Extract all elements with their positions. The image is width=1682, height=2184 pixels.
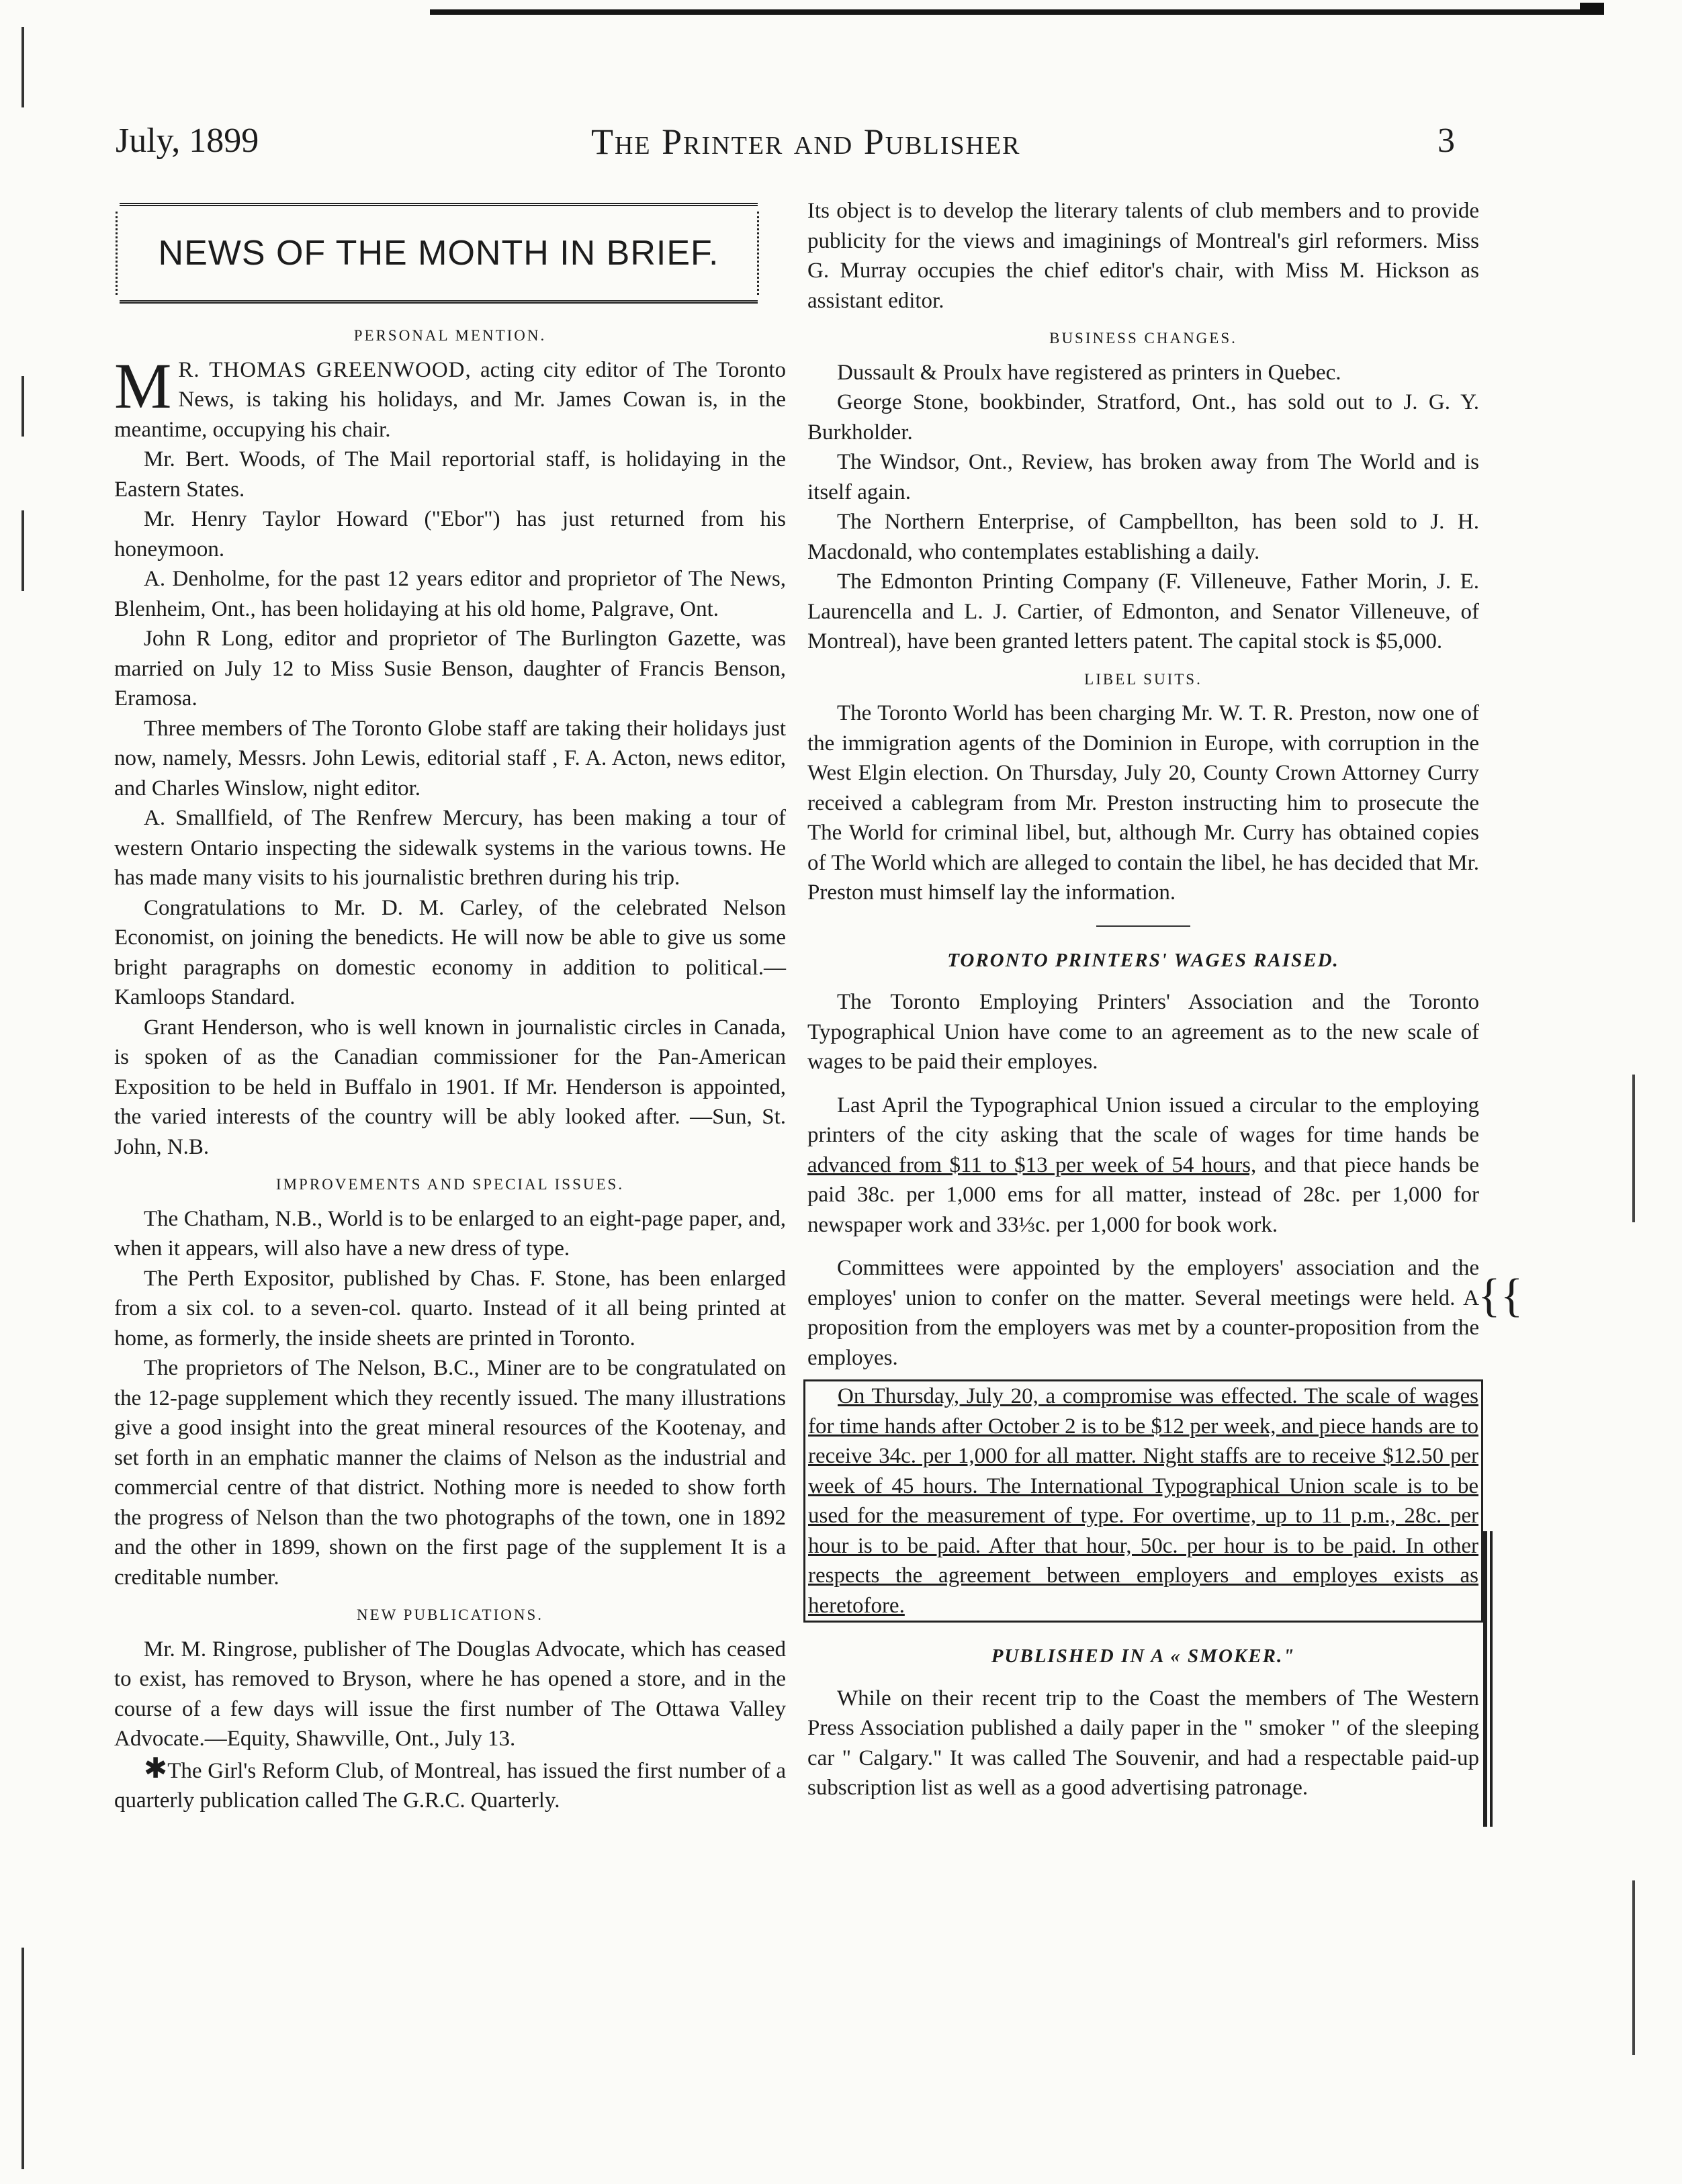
article-paragraph: Mr. Henry Taylor Howard ("Ebor") has just returned from his honeymoon.	[114, 507, 786, 561]
article-paragraph: Committees were appointed by the employers' association and the employes' union to confer on the matter. Several meetings were held. A proposition from the employers was met by a counter-proposition from the employes.	[807, 1256, 1479, 1370]
article-paragraph: The Perth Expositor, published by Chas. F. Stone, has been enlarged from a six col. to a seven-col. quarto. Instead of it all being printed at home, as formerly, the inside sheets are printed in Toronto.	[114, 1266, 786, 1351]
article-paragraph: Last April the Typographical Union issued a circular to the employing printers of the city asking that the scale of wages for time hands be advanced from $11 to $13 per week of 54 hours, and that piece hands be paid 38c. per 1,000 ems for all matter, instead of 28c. per 1,000 for newspaper work and 33⅓c. per 1,000 for book work.	[807, 1093, 1479, 1237]
article-paragraph: Congratulations to Mr. D. M. Carley, of the celebrated Nelson Economist, on joining the benedicts. He will now be able to give us some bright paragraphs on domestic economy in addition to political.—Kamloops Standard.	[114, 895, 786, 1009]
scan-edge-mark	[21, 27, 24, 107]
scan-edge-mark	[21, 376, 24, 437]
right-column	[807, 196, 1479, 1803]
article-paragraph: Mr. M. Ringrose, publisher of The Douglas Advocate, which has ceased to exist, has removed to Bryson, where he has opened a store, and in the course of a few days will issue the first number of The Ottawa Valley Advocate.—Equity, Shawville, Ont., July 13.	[114, 1637, 786, 1751]
article-paragraph: George Stone, bookbinder, Stratford, Ont., has sold out to J. G. Y. Burkholder.	[807, 390, 1479, 445]
article-paragraph: The Northern Enterprise, of Campbellton, has been sold to J. H. Macdonald, who contemplates establishing a daily.	[807, 510, 1479, 564]
headline-wages: TORONTO PRINTERS' WAGES RAISED.	[947, 949, 1339, 971]
left-column	[114, 196, 786, 1816]
drop-cap: M	[114, 349, 172, 422]
article-paragraph: While on their recent trip to the Coast the members of The Western Press Association published a daily paper in the " smoker " of the sleeping car " Calgary." It was called The Souvenir, and had a respectable paid-up subscription list as well as a good advertising patronage.	[807, 1686, 1479, 1800]
scan-edge-mark	[1632, 1075, 1635, 1222]
article-paragraph: A. Smallfield, of The Renfrew Mercury, has been making a tour of western Ontario inspecting the sidewalk systems in the various towns. He has made many visits to his journalistic brethren during his trip.	[114, 806, 786, 890]
article-paragraph: The Toronto Employing Printers' Association and the Toronto Typographical Union have come to an agreement as to the new scale of wages to be paid their employes.	[807, 990, 1479, 1074]
top-rule	[430, 9, 1599, 15]
margin-bar	[1483, 1531, 1487, 1827]
section-heading-personal: PERSONAL MENTION.	[353, 327, 547, 344]
section-heading-improvements: IMPROVEMENTS AND SPECIAL ISSUES.	[275, 1176, 625, 1193]
highlighted-passage	[803, 1379, 1483, 1623]
top-rule-end	[1580, 3, 1604, 15]
article-paragraph: The Edmonton Printing Company (F. Villeneuve, Father Morin, J. E. Laurencella and L. J. Cartier, of Edmonton, and Senator Villeneuve, of Montreal), have been granted letters patent. The capital stock is $5,000.	[807, 570, 1479, 653]
article-paragraph: The Toronto World has been charging Mr. W. T. R. Preston, now one of the immigration agents of the Dominion in Europe, with corruption in the West Elgin election. On Thursday, July 20, County Crown Attorney Curry received a cablegram from Mr. Preston instructing him to prosecute the The World for criminal libel, but, although Mr. Curry has obtained copies of The World which are alleged to contain the libel, he has decided that Mr. Preston must himself lay the information.	[807, 701, 1479, 905]
scan-edge-mark	[21, 510, 24, 591]
article-paragraph: Its object is to develop the literary talents of club members and to provide publicity for the views and imaginings of Montreal's girl reformers. Miss G. Murray occupies the chief editor's chair, with Miss M. Hickson as assistant editor.	[807, 199, 1479, 313]
article-paragraph: A. Denholme, for the past 12 years editor and proprietor of The News, Blenheim, Ont., has been holidaying at his old home, Palgrave, Ont.	[114, 567, 786, 621]
article-paragraph: Three members of The Toronto Globe staff are taking their holidays just now, namely, Messrs. John Lewis, editorial staff , F. A. Acton, news editor, and Charles Winslow, night editor.	[114, 716, 786, 801]
section-heading-libel: LIBEL SUITS.	[1084, 670, 1202, 688]
article-paragraph: Grant Henderson, who is well known in journalistic circles in Canada, is spoken of as the Canadian commissioner for the Pan-American Exposition to be held in Buffalo in 1901. If Mr. Henderson is appointed, the varied interests of the country will be ably looked after. —Sun, St. John, N.B.	[114, 1015, 786, 1159]
section-divider	[1096, 925, 1190, 927]
article-paragraph: The proprietors of The Nelson, B.C., Miner are to be congratulated on the 12-page supplement which they recently issued. The many illustrations give a good insight into the great mineral resources of the Kootenay, and set forth in an emphatic manner the claims of Nelson as the industrial and commercial centre of that district. Nothing more is needed to show forth the progress of Nelson than the two photographs of the town, one in 1892 and the other in 1899, shown on the first page of the supplement It is a creditable number.	[114, 1356, 786, 1590]
running-title: The Printer and Publisher	[591, 122, 1021, 162]
scan-edge-mark	[21, 1948, 24, 2169]
article-paragraph: John R Long, editor and proprietor of The Burlington Gazette, was married on July 12 to Miss Susie Benson, daughter of Francis Benson, Eramosa.	[114, 627, 786, 711]
page-number: 3	[1437, 122, 1455, 160]
article-paragraph: M R. THOMAS GREENWOOD, acting city editor of The Toronto News, is taking his holidays, and Mr. James Cowan is, in the meantime, occupying his chair.	[114, 349, 786, 442]
article-paragraph: On Thursday, July 20, a compromise was effected. The scale of wages for time hands after October 2 is to be $12 per week, and piece hands are to receive 34c. per 1,000 for all matter. Night staffs are to receive $12.50 per week of 45 hours. The International Typographical Union scale is to be used for the measurement of type. For overtime, up to 11 p.m., 28c. per hour is to be paid. After that hour, 50c. per hour is to be paid. In other respects the agreement between employers and employes exists as heretofore.	[808, 1384, 1478, 1618]
article-paragraph: Dussault & Proulx have registered as printers in Quebec.	[837, 360, 1341, 385]
section-heading-publications: NEW PUBLICATIONS.	[356, 1606, 544, 1623]
underlined-passage: advanced from $11 to $13 per week of 54 hours,	[807, 1152, 1257, 1177]
news-box-title: NEWS OF THE MONTH IN BRIEF.	[120, 203, 758, 304]
scan-edge-mark	[1632, 1880, 1635, 2055]
article-paragraph: The Chatham, N.B., World is to be enlarged to an eight-page paper, and, when it appears, will also have a new dress of type.	[114, 1206, 786, 1261]
issue-date: July, 1899	[116, 122, 259, 160]
article-paragraph: Mr. Bert. Woods, of The Mail reportorial staff, is holidaying in the Eastern States.	[114, 447, 786, 502]
margin-bar	[1490, 1531, 1493, 1827]
margin-mark: {{	[1478, 1270, 1523, 1322]
asterisk-mark: ✱	[144, 1753, 168, 1784]
article-paragraph: The Windsor, Ont., Review, has broken away from The World and is itself again.	[807, 450, 1479, 504]
headline-smoker: PUBLISHED IN A « SMOKER."	[991, 1645, 1296, 1667]
section-heading-business: BUSINESS CHANGES.	[1049, 330, 1237, 347]
article-paragraph: ✱The Girl's Reform Club, of Montreal, has issued the first number of a quarterly publication called The G.R.C. Quarterly.	[114, 1753, 786, 1813]
